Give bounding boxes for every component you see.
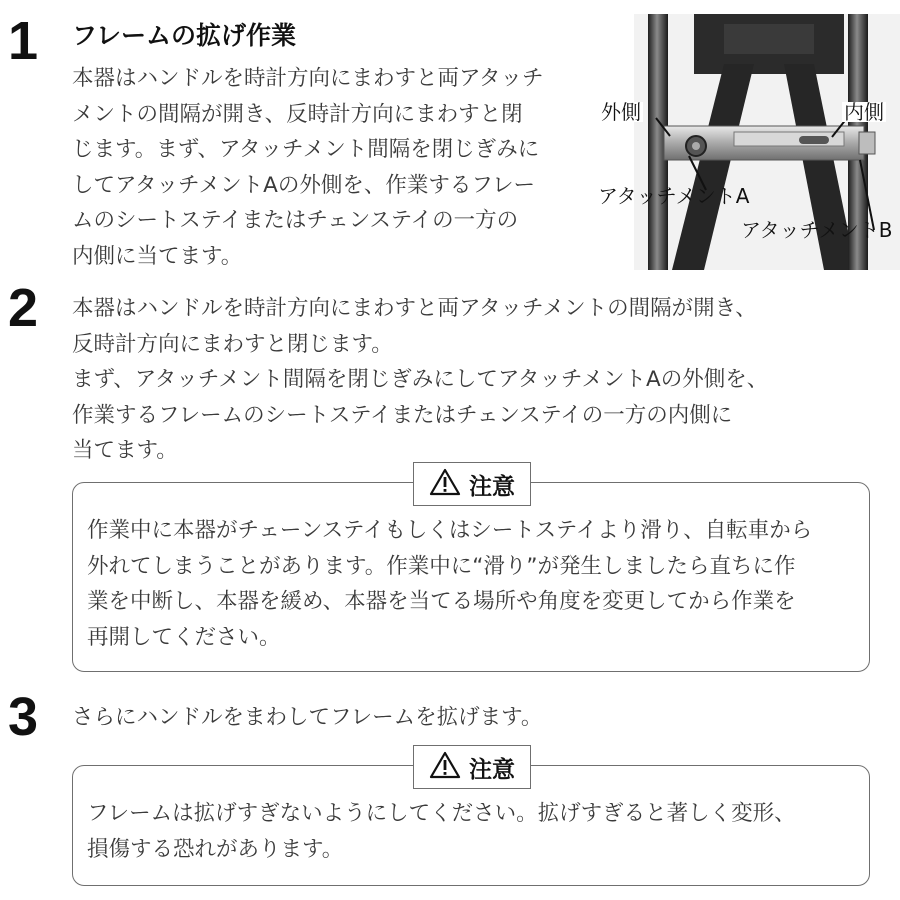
- caution-label-2: [413, 745, 531, 789]
- caution-label-1: [413, 462, 531, 506]
- text-line: 再開してください。: [87, 624, 281, 650]
- text-line: 業を中断し、本器を緩め、本器を当てる場所や角度を変更してから作業を: [87, 589, 796, 614]
- step-3-number: 3: [8, 687, 39, 747]
- text-line: まず、アタッチメント間隔を閉じぎみにしてアタッチメントAの外側を、: [72, 367, 769, 392]
- step-3-text: [72, 700, 542, 736]
- text-line: フレームは拡げすぎないようにしてください。拡げすぎると著しく変形、: [87, 801, 796, 826]
- step-2-text: [72, 291, 768, 469]
- text-line: 本器はハンドルを時計方向にまわすと両アタッチメントの間隔が開き、: [72, 296, 757, 321]
- warning-icon: [429, 751, 461, 783]
- caution-label-text: 注意: [469, 756, 515, 783]
- text-line: メントの間隔が開き、反時計方向にまわすと閉: [72, 101, 523, 127]
- text-line: 作業するフレームのシートステイまたはチェンステイの一方の内側に: [72, 402, 733, 428]
- label-inner: 内側: [844, 100, 884, 124]
- caution-box-1: [72, 482, 870, 672]
- step-1-title: フレームの拡げ作業: [72, 21, 297, 50]
- label-attachment-a: アタッチメントA: [598, 184, 750, 208]
- text-line: 反時計方向にまわすと閉じます。: [72, 331, 393, 357]
- step-2-number: 2: [8, 278, 39, 338]
- text-line: さらにハンドルをまわしてフレームを拡げます。: [72, 705, 543, 730]
- text-line: 内側に当てます。: [72, 243, 243, 269]
- label-outer: 外側: [601, 100, 641, 124]
- warning-icon: [429, 468, 461, 500]
- text-line: 本器はハンドルを時計方向にまわすと両アタッチ: [72, 66, 544, 91]
- text-line: 当てます。: [72, 438, 178, 463]
- text-line: じます。まず、アタッチメント間隔を閉じぎみに: [72, 137, 540, 162]
- caution-1-text: [87, 513, 812, 655]
- text-line: してアタッチメントAの外側を、作業するフレー: [72, 172, 535, 198]
- caution-2-text: [87, 796, 796, 867]
- caution-label-text: 注意: [469, 473, 515, 500]
- text-line: 損傷する恐れがあります。: [87, 836, 344, 862]
- text-line: 作業中に本器がチェーンステイもしくはシートステイより滑り、自転車から: [87, 518, 813, 543]
- text-line: ムのシートステイまたはチェンステイの一方の: [72, 208, 519, 233]
- step-1-number: 1: [8, 11, 39, 71]
- step-1-text: [72, 61, 544, 274]
- label-attachment-b: アタッチメントB: [741, 218, 893, 242]
- text-line: 外れてしまうことがあります。作業中に“滑り”が発生しましたら直ちに作: [87, 553, 796, 579]
